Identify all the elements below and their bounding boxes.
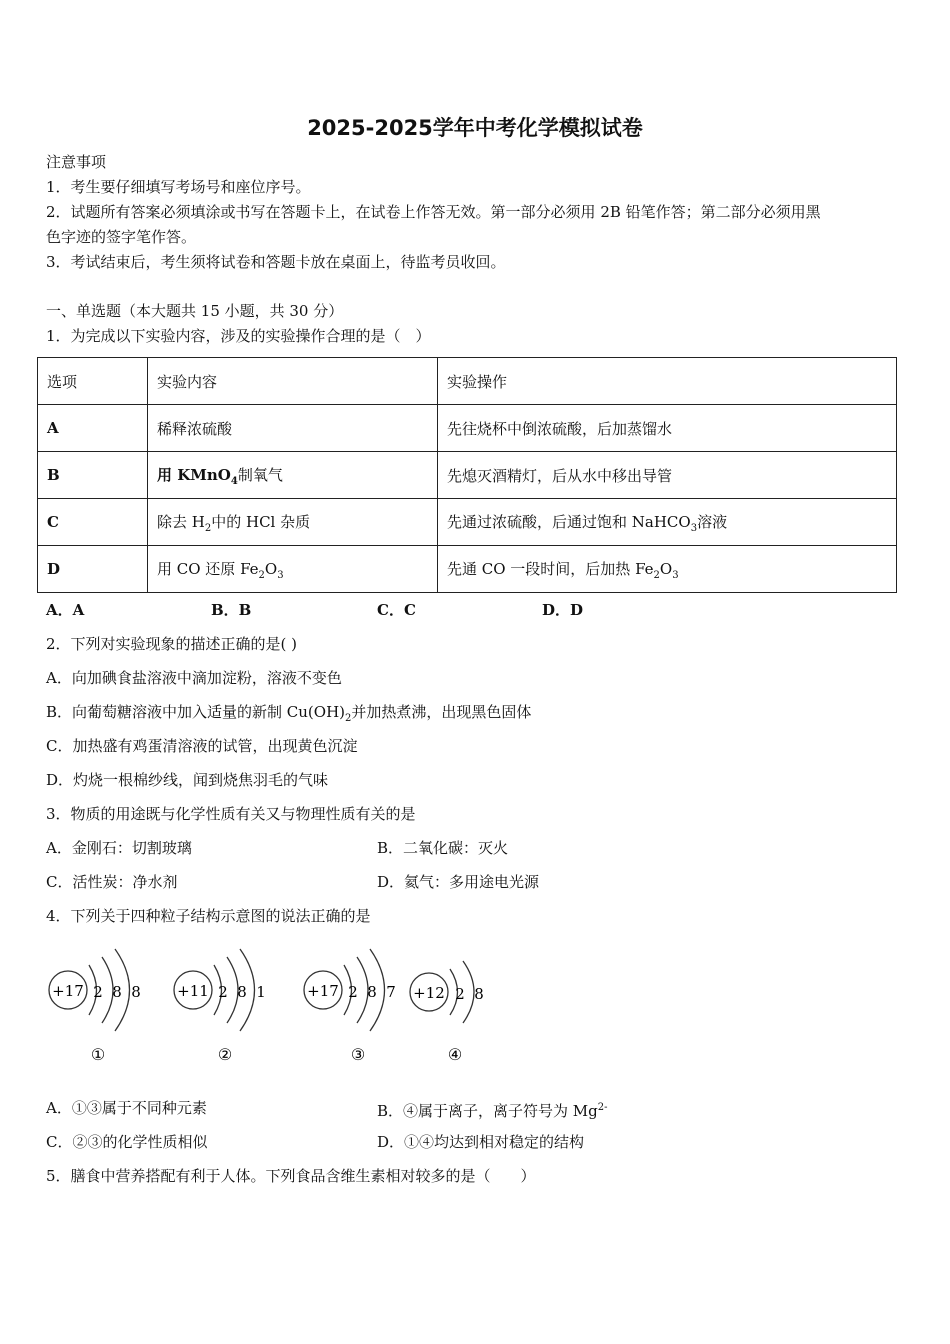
- option-text: B．④属于离子，离子符号为 Mg: [377, 1102, 598, 1120]
- page-title: 2025-2025学年中考化学模拟试卷: [307, 116, 643, 140]
- question-2-stem: 2．下列对实验现象的描述正确的是( ): [46, 635, 298, 653]
- superscript: 2-: [597, 1102, 608, 1113]
- content-text: 用 KMnO: [157, 465, 231, 484]
- option-cell: B: [38, 452, 148, 499]
- notice-heading: 注意事项: [46, 153, 107, 171]
- table-row: [38, 405, 897, 452]
- subscript: 3: [690, 522, 698, 534]
- shell-electrons: 7: [386, 983, 396, 1001]
- option-text: B．向葡萄糖溶液中加入适量的新制 Cu(OH): [46, 703, 346, 721]
- table-row: [38, 499, 897, 546]
- subscript: 2: [204, 522, 212, 534]
- notice-item: 1．考生要仔细填写考场号和座位序号。: [46, 178, 311, 196]
- subscript: 2: [258, 569, 265, 581]
- operation-text: 溶液: [697, 512, 728, 531]
- particle-label: ③: [350, 1045, 366, 1064]
- operation-text: 先往烧杯中倒浓硫酸，后加蒸馏水: [447, 419, 673, 438]
- header-cell: 实验内容: [148, 358, 438, 405]
- notice-item: 2．试题所有答案必须填涂或书写在答题卡上，在试卷上作答无效。第一部分必须用 2B 铅笔作答；第二部分必须用黑: [46, 203, 821, 221]
- answer-option-d: D．D: [542, 601, 584, 619]
- answer-option-c: C．加热盛有鸡蛋清溶液的试管，出现黄色沉淀: [46, 737, 358, 755]
- operation-cell: [438, 405, 897, 452]
- question-5-stem: 5．膳食中营养搭配有利于人体。下列食品含维生素相对较多的是（ ）: [46, 1167, 536, 1185]
- subscript: 2: [345, 713, 352, 724]
- particle-structure-diagrams: [40, 935, 500, 1070]
- nucleus-charge: +17: [52, 982, 84, 1000]
- content-text: 制氧气: [237, 465, 283, 484]
- operation-cell: [438, 452, 897, 499]
- shell-electrons: 1: [256, 983, 266, 1001]
- content-text: 用 CO 还原 Fe: [157, 559, 259, 578]
- particle-3: [304, 949, 396, 1064]
- answer-option-b: [377, 1098, 608, 1121]
- operation-text: 先通过浓硫酸，后通过饱和 NaHCO: [447, 512, 691, 531]
- question-1-stem: 1．为完成以下实验内容，涉及的实验操作合理的是（ ）: [46, 327, 431, 345]
- option-cell: C: [38, 499, 148, 546]
- header-cell: 实验操作: [438, 358, 897, 405]
- answer-option-d: D．灼烧一根棉纱线，闻到烧焦羽毛的气味: [46, 771, 329, 789]
- answer-option-a: A．A: [46, 601, 85, 619]
- subscript: 3: [277, 569, 284, 581]
- particle-label: ④: [447, 1045, 463, 1064]
- particle-4: [410, 961, 484, 1064]
- particle-label: ②: [217, 1045, 233, 1064]
- nucleus-charge: +11: [177, 982, 209, 1000]
- content-cell: [148, 452, 438, 499]
- option-cell: D: [38, 546, 148, 593]
- answer-option-a: A．金刚石：切割玻璃: [46, 839, 192, 857]
- nucleus-charge: +17: [307, 982, 339, 1000]
- content-text: 中的 HCl 杂质: [211, 512, 311, 531]
- content-cell: [148, 546, 438, 593]
- answer-option-c: C．活性炭：净水剂: [46, 873, 178, 891]
- shell-electrons: 2: [455, 985, 465, 1003]
- shell-electrons: 8: [474, 985, 484, 1003]
- answer-option-c: C．②③的化学性质相似: [46, 1133, 208, 1151]
- option-text: 并加热煮沸，出现黑色固体: [351, 703, 532, 721]
- answer-option-b: B．B: [211, 601, 252, 619]
- answer-option-c: C．C: [377, 601, 416, 619]
- answer-option-b: B．二氧化碳：灭火: [377, 839, 509, 857]
- operation-text: 先通 CO 一段时间，后加热 Fe: [447, 559, 654, 578]
- notice-item: 3．考试结束后，考生须将试卷和答题卡放在桌面上，待监考员收回。: [46, 253, 506, 271]
- section-heading: 一、单选题（本大题共 15 小题，共 30 分）: [46, 302, 344, 320]
- operation-cell: [438, 546, 897, 593]
- content-cell: [148, 405, 438, 452]
- operation-cell: [438, 499, 897, 546]
- shell-electrons: 8: [237, 983, 247, 1001]
- answer-option-b: [46, 702, 531, 729]
- answer-option-d: D．氦气：多用途电光源: [377, 873, 540, 891]
- question-3-stem: 3．物质的用途既与化学性质有关又与物理性质有关的是: [46, 805, 416, 823]
- shell-electrons: 2: [93, 983, 103, 1001]
- experiment-table: [37, 357, 897, 593]
- shell-electrons: 2: [218, 983, 228, 1001]
- subscript: 3: [672, 569, 679, 581]
- content-cell: [148, 499, 438, 546]
- subscript: 4: [230, 475, 238, 487]
- content-text: 稀释浓硫酸: [157, 419, 233, 438]
- table-header-row: [38, 358, 897, 405]
- question-4-stem: 4．下列关于四种粒子结构示意图的说法正确的是: [46, 907, 371, 925]
- notice-item: 色字迹的签字笔作答。: [46, 228, 197, 246]
- particle-1: [49, 949, 141, 1064]
- operation-text: O: [659, 559, 673, 578]
- shell-electrons: 2: [348, 983, 358, 1001]
- particle-label: ①: [90, 1045, 106, 1064]
- table-row: [38, 452, 897, 499]
- answer-option-a: A．向加碘食盐溶液中滴加淀粉，溶液不变色: [46, 669, 342, 687]
- particle-2: [174, 949, 266, 1064]
- nucleus-charge: +12: [413, 984, 445, 1002]
- header-cell: 选项: [38, 358, 148, 405]
- shell-electrons: 8: [112, 983, 122, 1001]
- option-cell: A: [38, 405, 148, 452]
- content-text: O: [264, 559, 278, 578]
- content-text: 除去 H: [157, 512, 205, 531]
- table-row: [38, 546, 897, 593]
- shell-electrons: 8: [367, 983, 377, 1001]
- operation-text: 先熄灭酒精灯，后从水中移出导管: [447, 466, 673, 485]
- shell-electrons: 8: [131, 983, 141, 1001]
- subscript: 2: [653, 569, 660, 581]
- answer-option-a: A．①③属于不同种元素: [46, 1099, 207, 1117]
- answer-option-d: D．①④均达到相对稳定的结构: [377, 1133, 585, 1151]
